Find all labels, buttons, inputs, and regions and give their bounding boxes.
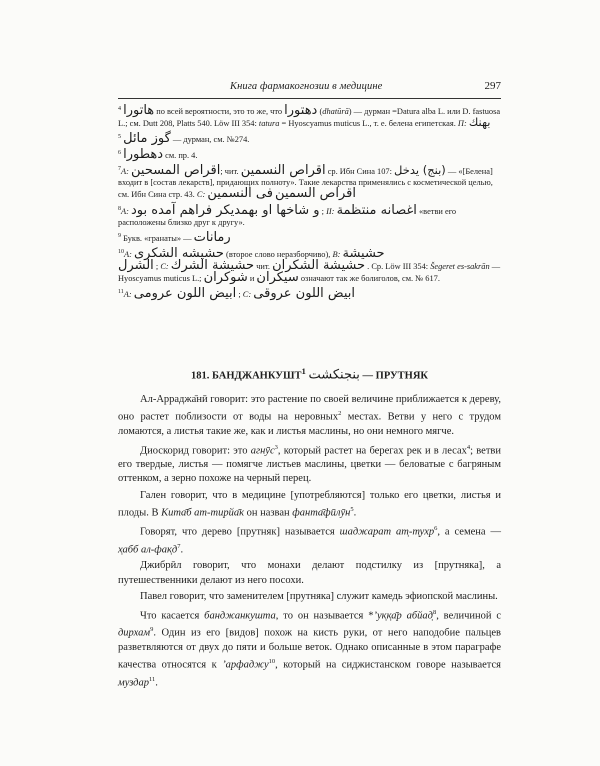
footnote-10: $^{10}$A: حشيشه الشكرى (второе слово неразборчиво), B: حشيشة الشرل ; C: حشيشة الشرك чит. حشيشة الشكران . Ср. Löw III 354: Šegeret es-sakrān — Hyoscyamus muticus L.; شوكران и سيكران означают так же болиголов, см. № 617. (118, 245, 501, 286)
footnote-5: $^5$ گوز مائل — дурман, см. №274. (118, 131, 250, 146)
paragraph-dioscorides: Диоскорид говорит: это агнӯс$^3$, который растет на берегах рек и в лесах$^4$; ветви его твердые, листья — помягче листьев маслины, цветки — беловатые с багряным оттенком, а зерно похоже на черный перец. (118, 443, 502, 485)
running-header (118, 78, 501, 99)
paragraph-paul: Павел говорит, что заменителем [прутняка] служит камедь эфиопской маслины. (140, 590, 498, 602)
paragraph-names: Говорят, что дерево [прутняк] называется шаджарат ат̣-т̣ухр$^6$, а семена — х̣абб $ал-фак̣д^7$. (118, 525, 501, 556)
footnote-9: $^9$ Букв. «гранаты» — رمانات (118, 229, 231, 245)
page-number: 297 (484, 80, 501, 92)
footnote-8: $^8$A: و شاخها او بهمديكر فراهم آمده بود ; II: اغصانه منتظمة «ветви его расположены близко друг к другу». (118, 202, 457, 227)
footnote-7: $^7$A: اقراص المسحين; чит. اقراص النسمين ср. Ибн Сина 107: (بنج) يدخل — «[Белена] входит в [состав лекарств], придающих полноту». Такие лекарства применялись с косметической целью, см. Ибн Сина стр. 43. C: فى النسمين اقراص السمين (118, 163, 493, 202)
paragraph-banjankusht: Что касается банджанкушта, то он называется *ʼук̣к̣а̄р абйад̣$^8$, величиной с дирхам$^9$. Один из его [видов] похож на кисть руки, от него наподобие пальцев разветвляются от двух до пяти и больше веток. Однако описанные в этом параграфе качества относятся к ʼарфаджу$^{10}$, который на сиджистанском говоре называется муздар$^{11}$. (118, 608, 501, 689)
paragraph-jibril: Джибрӣл говорит, что монахи делают подстилку из [прутняка], а путешественники делают из него посохи. (118, 560, 501, 586)
main-text (118, 393, 501, 690)
footnotes-block (118, 104, 501, 303)
section-heading: 181. БАНДЖАНКУШТ$^1$ بنجنكشت — ПРУТНЯК (190, 366, 429, 383)
footnote-6: $^6$ دهطورا см. пр. 4. (118, 147, 198, 162)
footnote-11: $^{11}$A: ابيض اللون عرومى ; C: ابيض اللون عروقى (118, 286, 356, 302)
footnote-4: $^4$ هاتورا по всей вероятности, это то же, что دهتورا (dhatūrā) — дурман =Datura alba L. или D. fastuosa L.; см. Dutt 208, Platts 540. Löw III 354: tatura = Hyoscyamus muticus L., т. е. белена египетская. П: بهنك (118, 102, 501, 129)
running-title: Книга фармакогнозии в медицине (230, 81, 383, 92)
paragraph-galen: Гален говорит, что в медицине [употребляются] только его цветки, листья и плоды. В Кита̄б ат-тирйа̄к он назван фанта̄фӣлӯн$^5$. (118, 489, 501, 519)
paragraph-arradjani: Ал-Арраджа̄нӣ говорит: это растение по своей величине приближается к дереву, оно растет поблизости от воды на неровных$^2$ местах. Ветви у него с трудом ломаются, а листья такие же, как и листья маслины, но они немного мягче. (118, 394, 501, 437)
